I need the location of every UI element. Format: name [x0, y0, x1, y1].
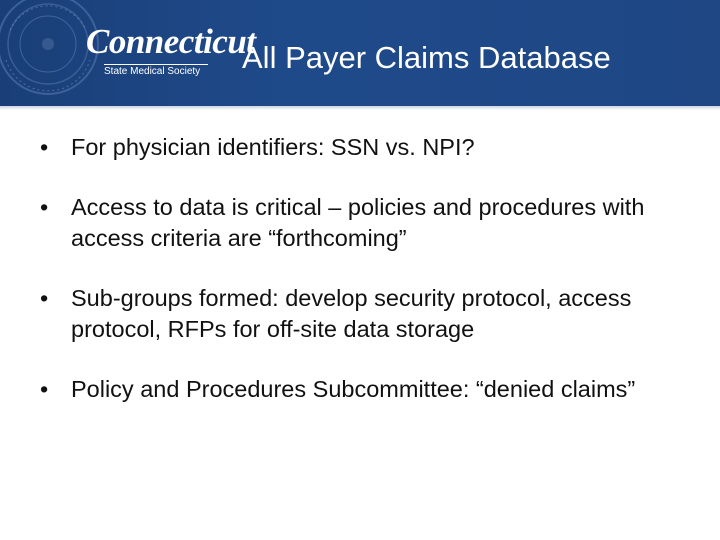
bullet-item: [40, 192, 690, 254]
bullet-text: Policy and Procedures Subcommittee: “denied claims”: [71, 376, 636, 402]
bullet-item: [40, 283, 690, 345]
bullet-icon: •: [40, 194, 49, 220]
slide-title: All Payer Claims Database: [242, 40, 611, 75]
bullet-item: [40, 374, 690, 405]
bullet-text: Access to data is critical – policies and procedures with access criteria are “forthcoming”: [71, 194, 645, 251]
bullet-list: [40, 132, 690, 434]
logo-subtitle: State Medical Society: [104, 64, 208, 77]
bullet-item: [40, 132, 690, 163]
header-banner: [0, 0, 720, 106]
bullet-icon: •: [40, 134, 49, 160]
bullet-icon: •: [40, 285, 49, 311]
header-divider: [0, 106, 720, 110]
bullet-text: Sub-groups formed: develop security protocol, access protocol, RFPs for off-site data storage: [71, 285, 632, 342]
logo-wordmark: Connecticut: [86, 22, 256, 61]
bullet-text: For physician identifiers: SSN vs. NPI?: [71, 134, 475, 160]
bullet-icon: •: [40, 376, 49, 402]
